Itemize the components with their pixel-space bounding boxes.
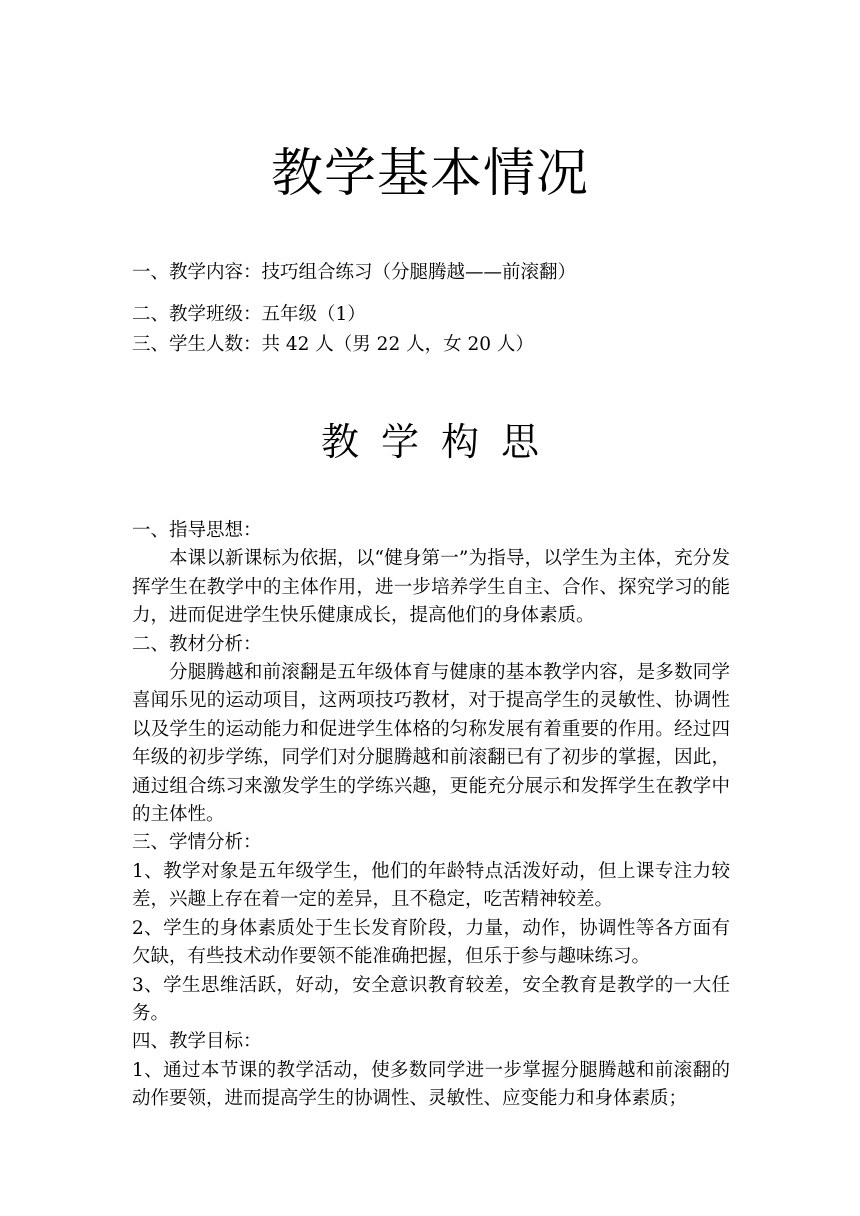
material-heading: 二、教材分析： <box>132 633 262 655</box>
student-count-line: 三、学生人数：共 42 人（男 22 人，女 20 人） <box>132 334 534 355</box>
basic-info-section <box>132 258 732 360</box>
guiding-paragraph: 本课以新课标为依据，以“健身第一”为指导，以学生为主体，充分发挥学生在教学中的主体作用，进一步培养学生自主、合作、探究学习的能力，进而促进学生快乐健康成长，提高他们的身体素质。 <box>132 548 730 627</box>
guiding-heading: 一、指导思想： <box>132 520 262 541</box>
section-title: 教学构思 <box>320 420 561 464</box>
teaching-content-line: 一、教学内容：技巧组合练习（分腿腾越——前滚翻） <box>132 262 577 283</box>
learner-item: 2、学生的身体素质处于生长发育阶段，力量，动作，协调性等各方面有欠缺，有些技术动作要领不能准确把握，但乐于参与趣味练习。 <box>132 917 730 968</box>
teaching-class-line: 二、教学班级：五年级（1） <box>132 304 366 325</box>
material-paragraph: 分腿腾越和前滚翻是五年级体育与健康的基本教学内容，是多数同学喜闻乐见的运动项目，这两项技巧教材，对于提高学生的灵敏性、协调性以及学生的运动能力和促进学生体格的匀称发展有着重要的作用。经过四年级的初步学练，同学们对分腿腾越和前滚翻已有了初步的掌握，因此，通过组合练习来激发学生的学练兴趣，更能充分展示和发挥学生在教学中的主体性。 <box>132 662 730 826</box>
learner-heading: 三、学情分析： <box>132 832 262 854</box>
goal-item: 1、通过本节课的教学活动，使多数同学进一步掌握分腿腾越和前滚翻的动作要领，进而提高学生的协调性、灵敏性、应变能力和身体素质； <box>132 1059 730 1110</box>
teaching-design-body <box>132 517 730 1114</box>
learner-item: 3、学生思维活跃，好动，安全意识教育较差，安全教育是教学的一大任务。 <box>132 974 730 1024</box>
learner-item: 1、教学对象是五年级学生，他们的年龄特点活泼好动，但上课专注力较差，兴趣上存在着一定的差异，且不稳定，吃苦精神较差。 <box>132 860 730 911</box>
page-title: 教学基本情况 <box>270 144 589 204</box>
goals-heading: 四、教学目标： <box>132 1031 262 1053</box>
